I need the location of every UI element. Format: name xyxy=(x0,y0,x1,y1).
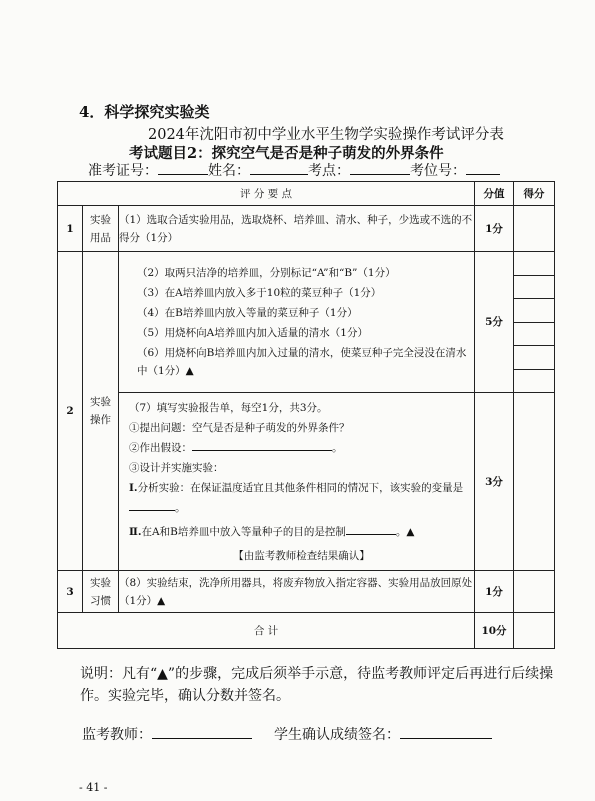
hypothesis-line xyxy=(129,438,474,458)
table-row xyxy=(58,252,555,393)
row-criteria: （1）选取合适实验用品，选取烧杯、培养皿、清水、种子，少选或不选的不得分（1分） xyxy=(119,206,475,252)
score-cell[interactable] xyxy=(514,370,554,393)
score-cell[interactable] xyxy=(514,393,555,571)
row-category: 实验 习惯 xyxy=(83,571,119,613)
score-cell[interactable] xyxy=(514,299,554,323)
hypothesis-suffix: 。 xyxy=(332,441,343,454)
score-cell[interactable] xyxy=(514,571,555,613)
section-heading: 4．科学探究实验类 xyxy=(79,103,210,121)
form-title: 2024年沈阳市初中学业水平生物学实验操作考试评分表 xyxy=(148,127,504,143)
seat-label: 考位号： xyxy=(410,163,466,179)
site-label: 考点： xyxy=(308,163,350,179)
step-item: （4）在B培养皿内放入等量的菜豆种子（1分） xyxy=(137,307,358,319)
score-cell[interactable] xyxy=(514,206,555,252)
step-item: （3）在A培养皿内放入多于10粒的菜豆种子（1分） xyxy=(137,287,382,299)
step-item: （2）取两只洁净的培养皿，分别标记“A”和“B”（1分） xyxy=(137,267,396,279)
row-category: 实验 用品 xyxy=(83,206,119,252)
purpose-suffix: 。▲ xyxy=(395,525,415,538)
teacher-label: 监考教师： xyxy=(82,727,152,743)
exam-no-label: 准考证号： xyxy=(88,163,158,179)
row-index: 1 xyxy=(58,206,83,252)
row-category: 实验 操作 xyxy=(83,252,119,571)
hypothesis-label: ②作出假设： xyxy=(129,441,192,454)
analysis-suffix: 。 xyxy=(175,501,186,514)
step-item: （6）用烧杯向B培养皿内加入过量的清水，使菜豆种子完全浸没在清水中（1分）▲ xyxy=(137,347,467,377)
hypothesis-blank[interactable] xyxy=(192,438,332,451)
score-cell[interactable] xyxy=(514,346,554,370)
operation-steps xyxy=(119,252,475,393)
design-step: ③设计并实施实验： xyxy=(129,461,224,474)
seat-field[interactable] xyxy=(466,160,500,175)
total-points: 10分 xyxy=(475,613,514,649)
purpose-text: 在A和B培养皿中放入等量种子的目的是控制 xyxy=(141,525,346,538)
header-criteria: 评 分 要 点 xyxy=(58,182,475,206)
score-subcells xyxy=(514,252,555,393)
row-index: 3 xyxy=(58,571,83,613)
report-section xyxy=(119,393,475,571)
row-criteria: （8）实验结束，洗净所用器具，将废弃物放入指定容器、实验用品放回原处（1分）▲ xyxy=(119,571,475,613)
total-score-cell[interactable] xyxy=(514,613,555,649)
instructions-note: 说明：凡有“▲”的步骤，完成后须举手示意，待监考教师评定后再进行后续操作。实验完毕，确认分数并签名。 xyxy=(80,666,554,704)
analysis-label: Ⅰ. xyxy=(129,481,138,494)
teacher-confirm: 【由监考教师检查结果确认】 xyxy=(233,549,370,562)
table-row xyxy=(58,206,555,252)
row-points: 1分 xyxy=(475,206,514,252)
scoring-table xyxy=(57,181,555,649)
control-blank[interactable] xyxy=(346,522,396,535)
analysis-text: 分析实验：在保证温度适宜且其他条件相同的情况下，该实验的变量是 xyxy=(137,481,464,494)
question-1: ①提出问题：空气是否是种子萌发的外界条件？ xyxy=(129,421,350,434)
row-points: 1分 xyxy=(475,571,514,613)
exam-no-field[interactable] xyxy=(158,160,208,175)
step-7: （7）填写实验报告单，每空1分，共3分。 xyxy=(129,401,328,414)
candidate-info-line xyxy=(88,160,500,180)
step-item: （5）用烧杯向A培养皿内加入适量的清水（1分） xyxy=(137,327,368,339)
score-cell[interactable] xyxy=(514,323,554,347)
table-row xyxy=(58,393,555,571)
student-signature-field[interactable] xyxy=(400,724,492,739)
student-label: 学生确认成绩签名： xyxy=(274,727,400,743)
total-label: 合 计 xyxy=(58,613,475,649)
row-points: 3分 xyxy=(475,393,514,571)
teacher-signature-field[interactable] xyxy=(152,724,252,739)
variable-blank[interactable] xyxy=(129,498,175,511)
exam-topic: 考试题目2：探究空气是否是种子萌发的外界条件 xyxy=(129,145,444,162)
analysis-line xyxy=(129,478,474,518)
row-points: 5分 xyxy=(475,252,514,393)
page-number: - 41 - xyxy=(79,781,108,794)
table-row xyxy=(58,571,555,613)
name-label: 姓名： xyxy=(208,163,250,179)
name-field[interactable] xyxy=(250,160,308,175)
signature-line xyxy=(82,724,492,744)
purpose-line xyxy=(129,522,474,542)
score-cell[interactable] xyxy=(514,276,554,300)
site-field[interactable] xyxy=(350,160,410,175)
header-score: 得分 xyxy=(514,182,555,206)
row-index: 2 xyxy=(58,252,83,571)
total-row xyxy=(58,613,555,649)
header-points: 分值 xyxy=(475,182,514,206)
purpose-label: Ⅱ. xyxy=(129,525,142,538)
score-cell[interactable] xyxy=(514,252,554,276)
